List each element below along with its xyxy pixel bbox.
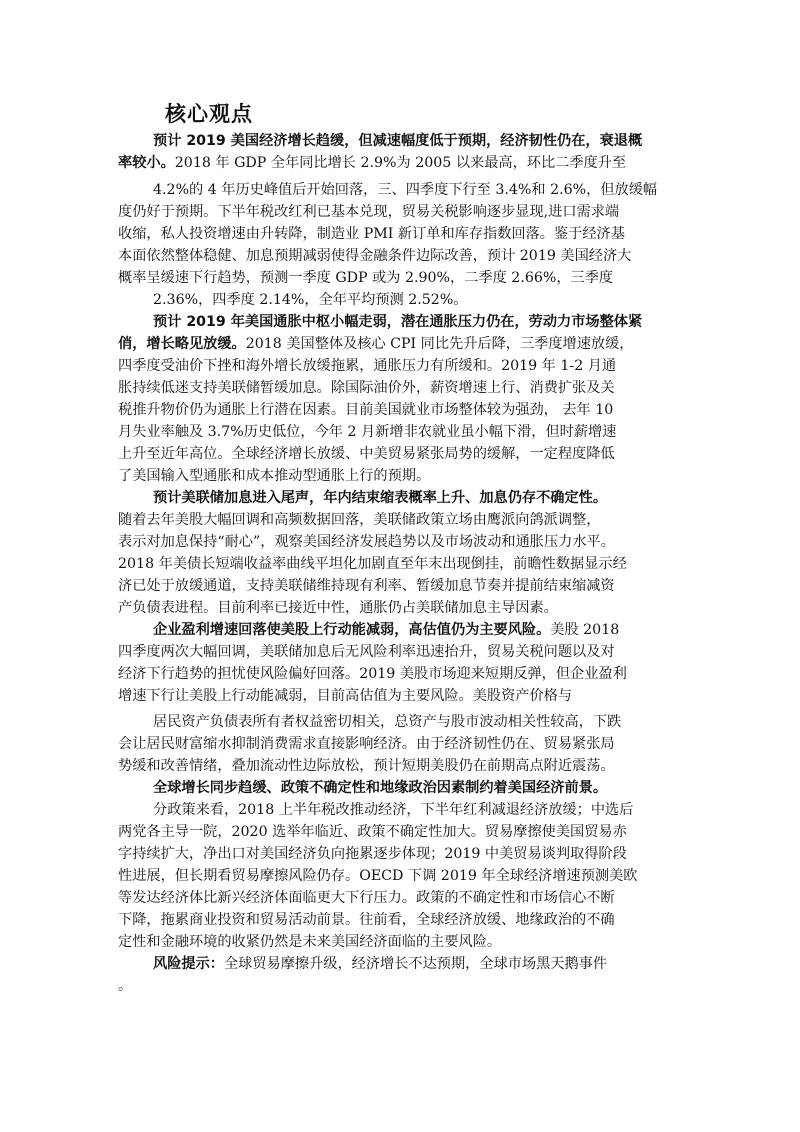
text-run: 月失业率触及 3.7%历史低位，今年 2 月新增非农就业虽小幅下滑，但时薪增速 [118,424,617,440]
text-line [118,756,615,778]
text-line [153,131,642,153]
page-title: 核心观点 [165,102,253,126]
text-run: 表示对加息保持“耐心”，观察美国经济发展趋势以及市场波动和通胀压力水平。 [118,534,615,550]
text-line [153,778,607,800]
text-run: 定性和金融环境的收紧仍然是未来美国经济面临的主要风险。 [118,934,502,950]
text-run: 随着去年美股大幅回调和高频数据回落，美联储政策立场由鹰派向鸽派调整， [118,512,601,528]
text-run: 四季度受油价下挫和海外增长放缓拖累，通胀压力有所缓和。2019 年 1-2 月通 [118,358,617,374]
text-line [118,866,637,888]
text-line [118,334,633,356]
text-run: 字持续扩大，净出口对美国经济负向拖累逐步体现；2019 中美贸易谈判取得阶段 [118,846,627,862]
text-line [118,554,627,576]
text-run: 本面依然整体稳健、加息预期减弱使得金融条件边际改善，预计 2019 美国经济大 [118,248,632,264]
bold-run: 全球增长同步趋缓、政策不确定性和地缘政治因素制约着美国经济前景。 [153,780,608,796]
text-run: 济已处于放缓通道，支持美联储维持现有利率、暂缓加息节奏并提前结束缩减资 [118,578,615,594]
bold-run: 预计 2019 年美国通胀中枢小幅走弱，潜在通胀压力仍在，劳动力市场整体紧 [153,314,643,330]
text-line [118,576,615,598]
text-line [118,822,627,844]
text-run: 性进展，但长期看贸易摩擦风险仍存。OECD 下调 2019 年全球经济增速预测美欧 [118,868,638,884]
text-line [118,466,430,488]
text-run: 上升至近年高位。全球经济增长放缓、中美贸易紧张局势的缓解，一定程度降低 [118,446,615,462]
text-run: 产负债表进程。目前利率已接近中性，通胀仍占美联储加息主导因素。 [118,600,558,616]
text-run: 居民资产负债表所有者权益密切相关，总资产与股市波动相关性较高，下跌 [153,714,622,730]
text-line [118,642,615,664]
text-run: 2.36%，四季度 2.14%，全年平均预测 2.52%。 [153,292,468,308]
text-line [153,800,633,822]
text-line [118,598,558,620]
text-line [118,686,572,708]
text-run: 全球贸易摩擦升级，经济增长不达预期，全球市场黑天鹅事件 [223,956,608,972]
text-line [118,224,625,246]
text-line [118,976,132,998]
text-line [118,246,631,268]
text-run: 2018 年美债长短端收益率曲线平坦化加剧直至年末出现倒挂，前瞻性数据显示经 [118,556,627,572]
bold-run: 预计美联储加息进入尾声，年内结束缩表概率上升、加息仍存不确定性。 [153,490,608,506]
text-run: 概率呈缓速下行趋势，预测一季度 GDP 或为 2.90%，二季度 2.66%，三季度 [118,270,614,286]
text-run: 两党各主导一院，2020 选举年临近、政策不确定性加大。贸易摩擦使美国贸易赤 [118,824,627,840]
text-line [118,532,615,554]
text-line [153,290,467,312]
text-run: 四季度两次大幅回调，美联储加息后无风险利率迅速抬升，贸易关税问题以及对 [118,644,615,660]
text-line [118,932,501,954]
text-line [118,422,616,444]
bold-run: 预计 2019 美国经济增长趋缓，但减速幅度低于预期，经济韧性仍在，衰退概 [153,133,643,149]
text-run: 收缩，私人投资增速由升转降，制造业 PMI 新订单和库存指数回落。鉴于经济基 [118,226,625,242]
text-line [118,356,616,378]
text-line [118,888,615,910]
text-run: 2018 美国整体及核心 CPI 同比先升后降，三季度增速放缓， [245,336,634,352]
bold-run: 俏，增长略见放缓。 [118,336,246,352]
text-run: 美股 2018 [550,622,620,638]
text-run: 。 [118,978,133,994]
text-run: 会让居民财富缩水抑制消费需求直接影响经济。由于经济韧性仍在、贸易紧张局 [118,736,615,752]
text-run: 势缓和改善情绪，叠加流动性边际放松，预计短期美股仍在前期高点附近震荡。 [118,758,615,774]
text-line [118,444,615,466]
text-line [118,268,613,290]
bold-run: 风险提示： [153,956,224,972]
text-run: 等发达经济体比新兴经济体面临更大下行压力。政策的不确定性和市场信心不断 [118,890,615,906]
text-line [118,202,619,224]
text-line [118,734,615,756]
text-run: 胀持续低迷支持美联储暂缓加息。除国际油价外，薪资增速上行、消费扩张及关 [118,380,615,396]
text-run: 4.2%的 4 年历史峰值后开始回落，三、四季度下行至 3.4%和 2.6%，但放缓幅 [153,182,658,198]
text-run: 了美国输入型通胀和成本推动型通胀上行的预期。 [118,468,431,484]
text-line [153,180,657,202]
text-line [153,312,642,334]
text-line [118,378,615,400]
text-line [118,664,627,686]
text-line [118,844,627,866]
text-line [153,712,621,734]
text-line [153,954,607,976]
text-line [118,400,613,422]
text-line [118,910,615,932]
text-line [118,510,600,532]
text-line [153,488,607,510]
bold-run: 企业盈利增速回落使美股上行动能减弱，高估值仍为主要风险。 [153,622,551,638]
text-run: 分政策来看，2018 上半年税改推动经济，下半年红利减退经济放缓；中选后 [153,802,634,818]
text-line [153,620,619,642]
text-run: 度仍好于预期。下半年税改红利已基本兑现，贸易关税影响逐步显现,进口需求端 [118,204,620,220]
text-run: 经济下行趋势的担忧使风险偏好回落。2019 美股市场迎来短期反弹，但企业盈利 [118,666,627,682]
text-run: 下降，拖累商业投资和贸易活动前景。往前看，全球经济放缓、地缘政治的不确 [118,912,615,928]
text-run: 税推升物价仍为通胀上行潜在因素。目前美国就业市场整体较为强劲， 去年 10 [118,402,614,418]
text-run: 增速下行让美股上行动能减弱，目前高估值为主要风险。美股资产价格与 [118,688,573,704]
text-line [118,153,626,175]
bold-run: 率较小。 [118,155,175,171]
text-run: 2018 年 GDP 全年同比增长 2.9%为 2005 以来最高，环比二季度升至 [174,155,627,171]
